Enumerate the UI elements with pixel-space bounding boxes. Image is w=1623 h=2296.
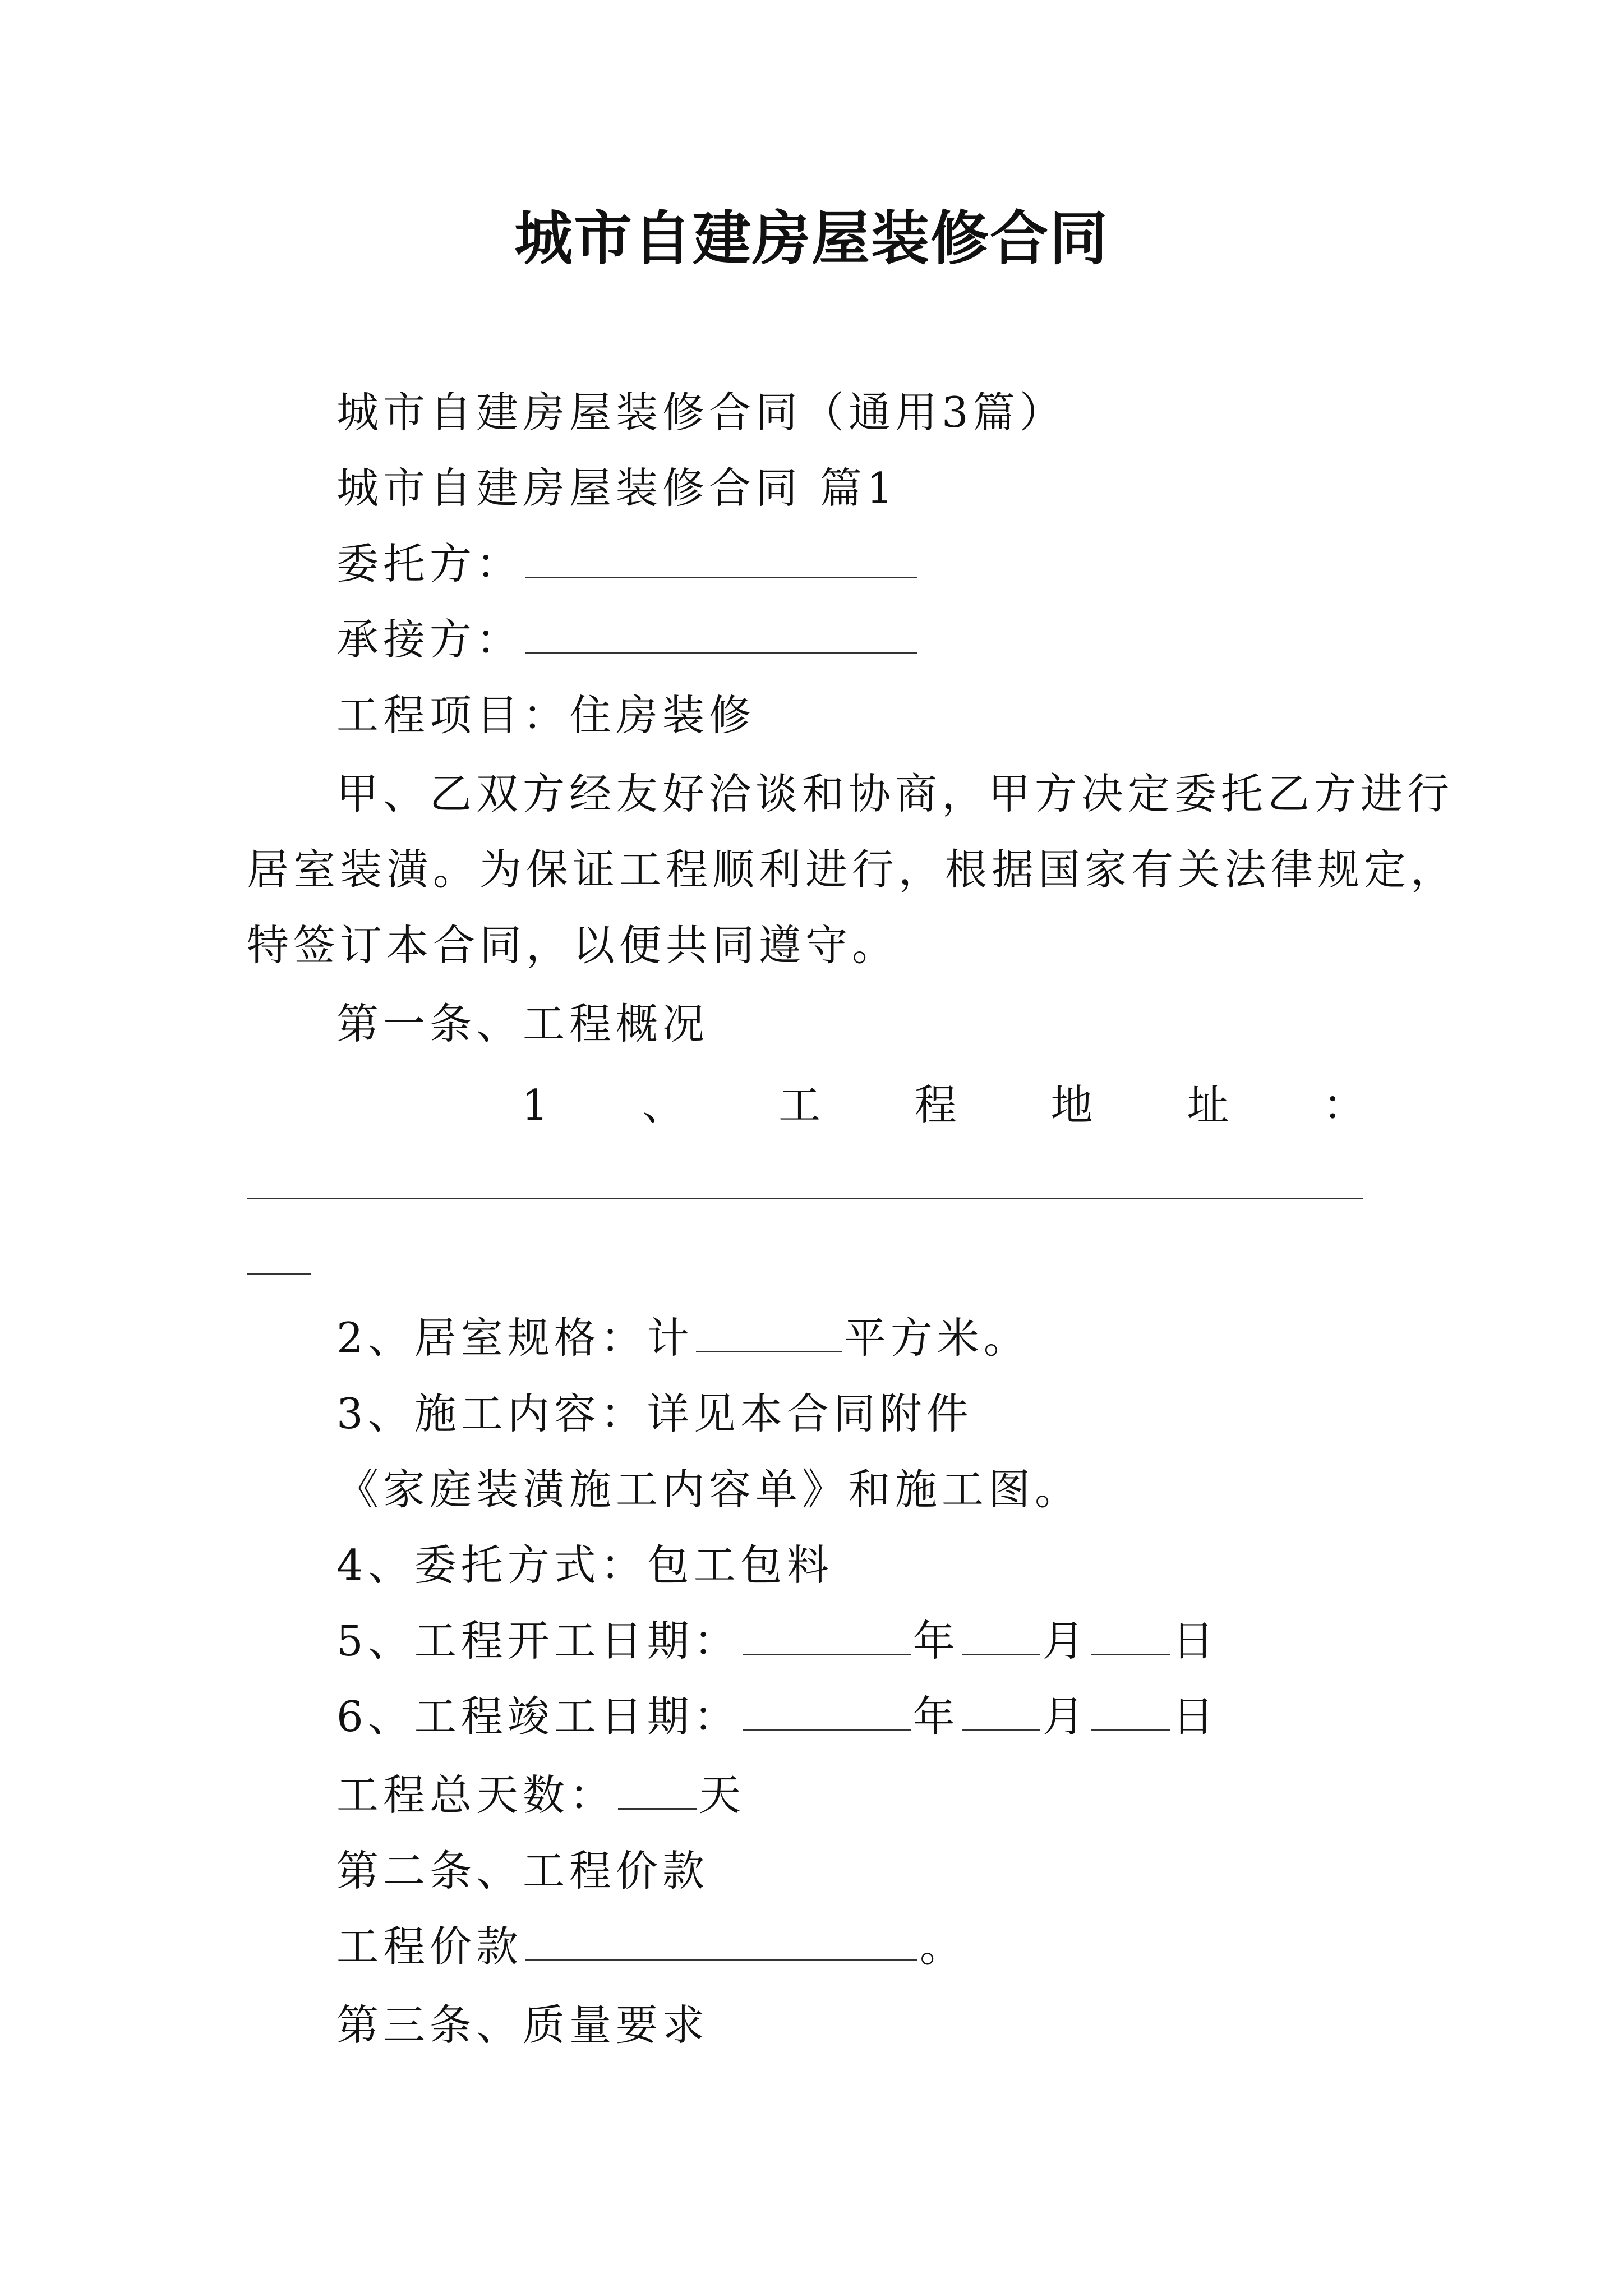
end-month-blank[interactable] [962,1695,1040,1731]
total-days-suffix: 天 [699,1770,746,1820]
address-char: 工 [778,1080,821,1130]
item-3-continued: 《家庭装潢施工内容单》和施工图。 [336,1465,1082,1514]
address-char: 程 [914,1080,957,1130]
address-blank-line-1[interactable] [247,1198,1363,1199]
total-days-prefix: 工程总天数： [336,1770,616,1820]
start-day-blank[interactable] [1091,1619,1170,1655]
project-item: 工程项目：住房装修 [336,691,756,740]
start-year-blank[interactable] [743,1619,911,1655]
intro-line-3: 特签订本合同，以便共同遵守。 [247,921,899,970]
price-line [336,1918,966,1975]
address-char: 址 [1187,1080,1229,1130]
address-char: 1 [522,1080,548,1130]
price-blank[interactable] [525,1925,917,1961]
address-char: 地 [1050,1080,1093,1130]
party-b-line [336,611,920,668]
end-year-blank[interactable] [743,1695,911,1731]
party-a-blank[interactable] [525,542,917,578]
item-5-prefix: 5、工程开工日期： [336,1616,740,1665]
month-label: 月 [1042,1692,1089,1741]
year-label: 年 [912,1616,960,1665]
party-b-blank[interactable] [525,618,917,654]
year-label: 年 [912,1692,960,1741]
day-label: 日 [1172,1616,1219,1665]
address-blank-line-2[interactable] [247,1273,311,1275]
item-6-line [336,1688,1219,1745]
address-label [522,1077,1365,1133]
item-5-line [336,1613,1219,1669]
intro-line-1: 甲、乙双方经友好洽谈和协商，甲方决定委托乙方进行 [336,769,1454,818]
party-b-label: 承接方： [336,615,523,664]
item-4: 4、委托方式：包工包料 [336,1540,833,1590]
document-title: 城市自建房屋装修合同 [514,204,1109,273]
total-days-line [336,1767,745,1823]
price-prefix: 工程价款 [336,1922,523,1971]
day-label: 日 [1172,1692,1219,1741]
subtitle: 城市自建房屋装修合同（通用3篇） [336,388,1066,437]
article-1-heading: 第一条、工程概况 [336,999,709,1048]
intro-line-2: 居室装潢。为保证工程顺利进行，根据国家有关法律规定， [247,845,1458,894]
article-2-heading: 第二条、工程价款 [336,1846,709,1895]
address-char: ： [1322,1080,1365,1130]
area-blank[interactable] [696,1316,842,1352]
party-a-label: 委托方： [336,539,523,588]
total-days-blank[interactable] [618,1773,697,1810]
end-day-blank[interactable] [1091,1695,1170,1731]
item-2-suffix: 平方米。 [843,1313,1030,1363]
part-heading: 城市自建房屋装修合同 篇1 [336,463,898,513]
article-3-heading: 第三条、质量要求 [336,2000,709,2050]
month-label: 月 [1042,1616,1089,1665]
item-2-prefix: 2、居室规格：计 [336,1313,694,1363]
item-6-prefix: 6、工程竣工日期： [336,1692,740,1741]
item-3: 3、施工内容：详见本合同附件 [336,1389,973,1438]
party-a-line [336,536,920,592]
address-char: 、 [642,1080,685,1130]
price-suffix: 。 [920,1922,967,1971]
start-month-blank[interactable] [962,1619,1040,1655]
item-2-line [336,1310,1030,1366]
